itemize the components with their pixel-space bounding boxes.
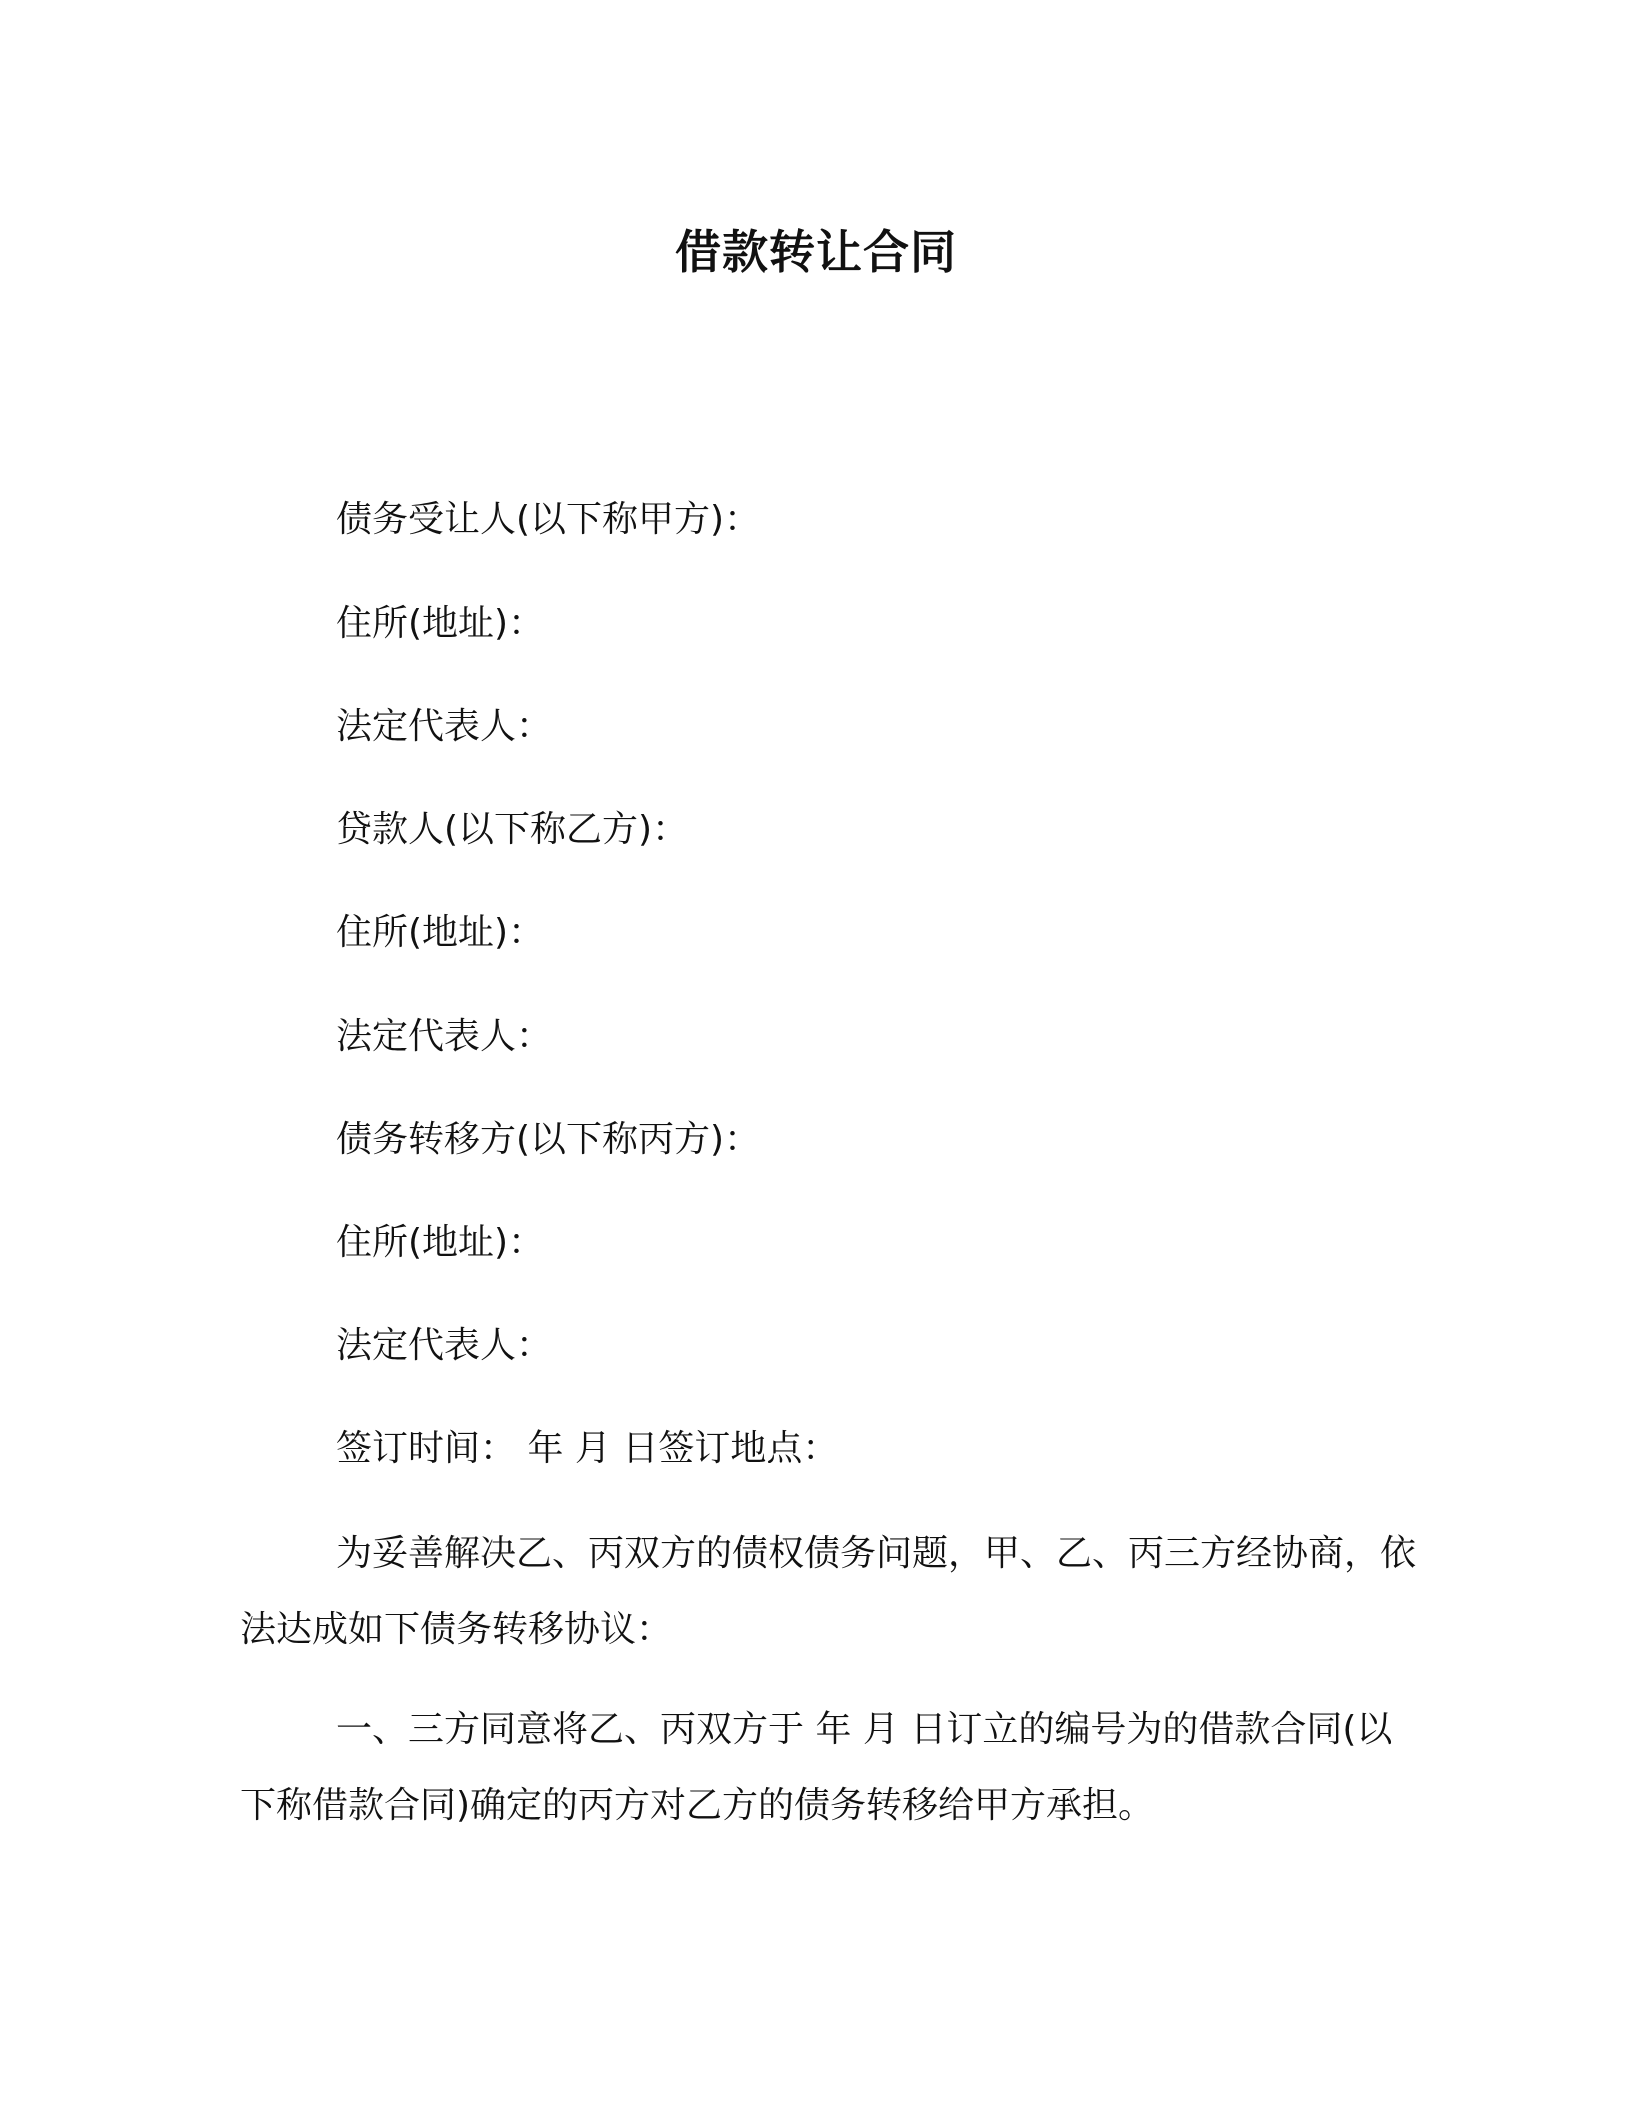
- field-address-party-a: 住所(地址)：: [336, 603, 545, 644]
- field-legal-rep-party-b: 法定代表人：: [336, 1016, 553, 1057]
- field-address-party-c: 住所(地址)：: [336, 1222, 545, 1263]
- field-address-party-b: 住所(地址)：: [336, 912, 545, 953]
- field-legal-rep-party-a: 法定代表人：: [336, 706, 553, 747]
- field-debt-assignee: 债务受让人(以下称甲方)：: [336, 499, 761, 540]
- field-legal-rep-party-c: 法定代表人：: [336, 1325, 553, 1366]
- document-title: 借款转让合同: [675, 225, 957, 279]
- paragraph-preamble: 为妥善解决乙、丙双方的债权债务问题，甲、乙、丙三方经协商，依法达成如下债务转移协议：: [240, 1533, 1417, 1650]
- field-lender: 贷款人(以下称乙方)：: [336, 809, 689, 850]
- field-debt-transferor: 债务转移方(以下称丙方)：: [336, 1119, 761, 1160]
- field-signing-time-place: 签订时间： 年 月 日签订地点：: [336, 1428, 839, 1469]
- paragraph-clause-1: 一、三方同意将乙、丙双方于 年 月 日订立的编号为的借款合同(以下称借款合同)确定的丙方对乙方的债务转移给甲方承担。: [240, 1709, 1393, 1826]
